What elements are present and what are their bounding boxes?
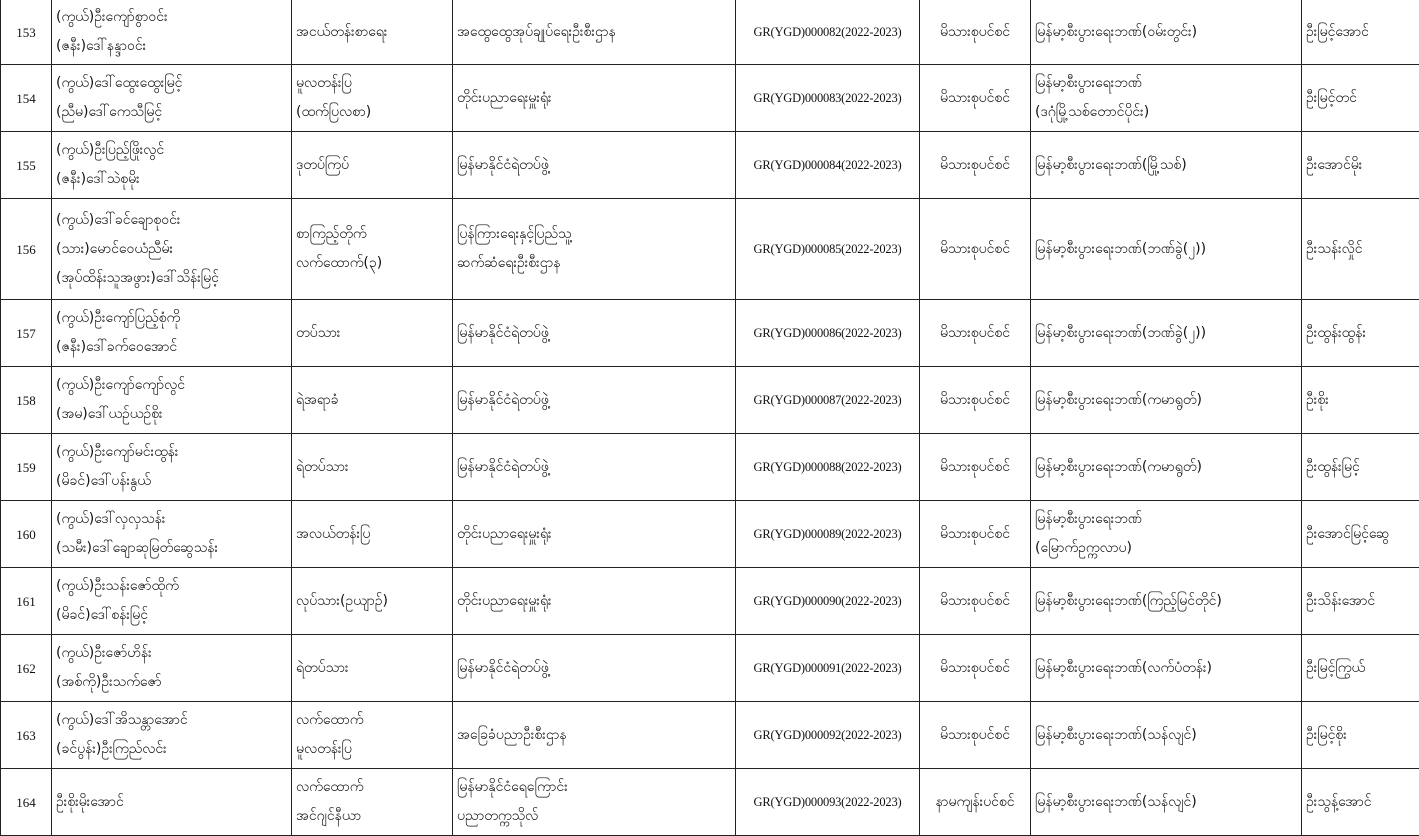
bank-branch-cell (1031, 367, 1302, 434)
row-number-cell: 157 (1, 300, 52, 367)
position-cell (292, 702, 453, 769)
bank-branch-cell-line: မြန်မာ့စီးပွားရေးဘဏ်(ကြည့်မြင်တိုင်) (1035, 587, 1297, 616)
name-cell (52, 635, 292, 702)
bank-branch-cell-line: မြန်မာ့စီးပွားရေးဘဏ် (1035, 69, 1297, 98)
row-number-cell: 155 (1, 132, 52, 199)
registration-number-cell: GR(YGD)000086(2022-2023) (736, 300, 920, 367)
bank-branch-cell (1031, 132, 1302, 199)
position-cell-line: စာကြည့်တိုက် (296, 220, 448, 249)
bank-branch-cell-line: မြန်မာ့စီးပွားရေးဘဏ် (1035, 505, 1297, 534)
bank-branch-cell (1031, 702, 1302, 769)
bank-branch-cell-line: မြန်မာ့စီးပွားရေးဘဏ်(ဘဏ်ခွဲ(၂)) (1035, 319, 1297, 348)
office-cell (453, 132, 736, 199)
office-cell-line: မြန်မာနိုင်ငံရဲတပ်ဖွဲ့ (457, 151, 731, 180)
name-cell-line: (ကွယ်)ဒေါ်ထွေးထွေးမြင့် (56, 69, 287, 98)
table-row (1, 769, 1419, 836)
pension-type-cell: မိသားစုပင်စင် (920, 199, 1031, 300)
bank-branch-cell (1031, 501, 1302, 568)
heir-cell: ဦးအောင်မိုး (1302, 132, 1419, 199)
name-cell (52, 199, 292, 300)
bank-branch-cell-line: မြန်မာ့စီးပွားရေးဘဏ်(ဘဏ်ခွဲ(၂)) (1035, 235, 1297, 264)
bank-branch-cell (1031, 635, 1302, 702)
heir-cell: ဦးသန်းလှိုင် (1302, 199, 1419, 300)
name-cell (52, 501, 292, 568)
bank-branch-cell-line: မြန်မာ့စီးပွားရေးဘဏ်(သန်လျင်) (1035, 721, 1297, 750)
table-body (1, 0, 1419, 836)
position-cell-line: အလယ်တန်းပြ (296, 520, 448, 549)
name-cell (52, 132, 292, 199)
office-cell-line: မြန်မာနိုင်ငံရဲတပ်ဖွဲ့ (457, 654, 731, 683)
position-cell-line: လက်ထောက် (296, 706, 448, 735)
office-cell (453, 65, 736, 132)
position-cell-line: ဒုတပ်ကြပ် (296, 151, 448, 180)
name-cell-line: (အုပ်ထိန်းသူအဖွား)ဒေါ်သိန်းမြင့် (56, 264, 287, 293)
office-cell-line: အခြေခံပညာဦးစီးဌာန (457, 721, 731, 750)
office-cell (453, 568, 736, 635)
office-cell-line: မြန်မာနိုင်ငံရဲတပ်ဖွဲ့ (457, 386, 731, 415)
name-cell-line: (ကွယ်)ဒေါ်လှလှသန်း (56, 505, 287, 534)
table-row (1, 199, 1419, 300)
registration-number-cell: GR(YGD)000082(2022-2023) (736, 0, 920, 65)
heir-cell: ဦးအောင်မြင့်ဆွေ (1302, 501, 1419, 568)
office-cell (453, 0, 736, 65)
bank-branch-cell (1031, 300, 1302, 367)
table-row (1, 132, 1419, 199)
row-number-cell: 158 (1, 367, 52, 434)
position-cell-line: ရဲအရာခံ (296, 386, 448, 415)
position-cell-line: လုပ်သား(ဥယျာဉ်) (296, 587, 448, 616)
office-cell-line: မြန်မာနိုင်ငံရဲတပ်ဖွဲ့ (457, 453, 731, 482)
position-cell (292, 434, 453, 501)
bank-branch-cell-line: မြန်မာ့စီးပွားရေးဘဏ်(ကမာရွတ်) (1035, 386, 1297, 415)
bank-branch-cell (1031, 568, 1302, 635)
office-cell-line: တိုင်းပညာရေးမှူးရုံး (457, 587, 731, 616)
office-cell (453, 434, 736, 501)
position-cell (292, 769, 453, 836)
bank-branch-cell-line: (ဒဂုံမြို့သစ်တောင်ပိုင်း) (1035, 98, 1297, 127)
name-cell (52, 65, 292, 132)
name-cell-line: (သား)မောင်ဝေယံညီမ်း (56, 235, 287, 264)
position-cell-line: ရဲတပ်သား (296, 654, 448, 683)
name-cell-line: (ဇနီး)ဒေါ်သဲစုမိုး (56, 165, 287, 194)
name-cell (52, 300, 292, 367)
office-cell-line: မြန်မာနိုင်ငံရဲတပ်ဖွဲ့ (457, 319, 731, 348)
pension-type-cell: နာမကျန်းပင်စင် (920, 769, 1031, 836)
bank-branch-cell (1031, 434, 1302, 501)
heir-cell: ဦးထွန်းထွန်း (1302, 300, 1419, 367)
heir-cell: ဦးမြင့်အောင် (1302, 0, 1419, 65)
position-cell (292, 635, 453, 702)
name-cell-line: (ကွယ်)ဦးကျော်မင်းထွန်း (56, 438, 287, 467)
pension-type-cell: မိသားစုပင်စင် (920, 635, 1031, 702)
table-row (1, 702, 1419, 769)
table-row (1, 0, 1419, 65)
name-cell-line: (ကွယ်)ဦးသန်းဇော်ထိုက် (56, 572, 287, 601)
position-cell (292, 367, 453, 434)
bank-branch-cell-line: မြန်မာ့စီးပွားရေးဘဏ်(ဝမ်းတွင်း) (1035, 18, 1297, 47)
office-cell-line: ပြန်ကြားရေးနှင့်ပြည်သူ့ (457, 220, 731, 249)
office-cell (453, 300, 736, 367)
table-row (1, 367, 1419, 434)
pension-type-cell: မိသားစုပင်စင် (920, 434, 1031, 501)
heir-cell: ဦးမြင့်တင် (1302, 65, 1419, 132)
office-cell-line: တိုင်းပညာရေးမှူးရုံး (457, 520, 731, 549)
name-cell-line: ဦးစိုးမိုးအောင် (56, 788, 287, 817)
office-cell (453, 501, 736, 568)
position-cell-line: အင်ဂျင်နီယာ (296, 802, 448, 831)
name-cell-line: (ကွယ်)ဦးဇော်ဟိန်း (56, 639, 287, 668)
registration-number-cell: GR(YGD)000090(2022-2023) (736, 568, 920, 635)
name-cell-line: (အစ်ကို)ဦးသက်ဇော် (56, 668, 287, 697)
position-cell-line: လက်ထောက်(၃) (296, 249, 448, 278)
pension-type-cell: မိသားစုပင်စင် (920, 300, 1031, 367)
name-cell-line: (ညီမ)ဒေါ်ကေသီမြင့် (56, 98, 287, 127)
heir-cell: ဦးသိန်းအောင် (1302, 568, 1419, 635)
name-cell-line: (ခင်ပွန်း)ဦးကြည်လင်း (56, 735, 287, 764)
row-number-cell: 161 (1, 568, 52, 635)
name-cell-line: (သမီး)ဒေါ်ချောဆုမြတ်ဆွေသန်း (56, 534, 287, 563)
office-cell (453, 769, 736, 836)
registration-number-cell: GR(YGD)000087(2022-2023) (736, 367, 920, 434)
registration-number-cell: GR(YGD)000091(2022-2023) (736, 635, 920, 702)
row-number-cell: 160 (1, 501, 52, 568)
position-cell (292, 132, 453, 199)
office-cell (453, 702, 736, 769)
name-cell-line: (ကွယ်)ဦးကျော်ကျော်လွင် (56, 371, 287, 400)
table-row (1, 568, 1419, 635)
bank-branch-cell-line: မြန်မာ့စီးပွားရေးဘဏ်(လက်ပံတန်း) (1035, 654, 1297, 683)
registration-number-cell: GR(YGD)000084(2022-2023) (736, 132, 920, 199)
name-cell-line: (မိခင်)ဒေါ်စန်းမြင့် (56, 601, 287, 630)
name-cell-line: (ကွယ်)ဦးကျော်စွာဝင်း (56, 3, 287, 32)
row-number-cell: 156 (1, 199, 52, 300)
row-number-cell: 163 (1, 702, 52, 769)
name-cell-line: (မိခင်)ဒေါ်ပန်းနွယ် (56, 467, 287, 496)
row-number-cell: 154 (1, 65, 52, 132)
name-cell-line: (အမ)ဒေါ်ယဉ်ယဉ်စိုး (56, 400, 287, 429)
position-cell (292, 501, 453, 568)
table-row (1, 635, 1419, 702)
name-cell (52, 702, 292, 769)
office-cell-line: ဆက်ဆံရေးဦးစီးဌာန (457, 249, 731, 278)
position-cell-line: အငယ်တန်းစာရေး (296, 18, 448, 47)
name-cell (52, 769, 292, 836)
name-cell (52, 568, 292, 635)
table-row (1, 501, 1419, 568)
heir-cell: ဦးစိုး (1302, 367, 1419, 434)
row-number-cell: 153 (1, 0, 52, 65)
pension-type-cell: မိသားစုပင်စင် (920, 0, 1031, 65)
name-cell-line: (ဇနီး)ဒေါ်ခက်ဝေအောင် (56, 333, 287, 362)
bank-branch-cell-line: မြန်မာ့စီးပွားရေးဘဏ်(မြို့သစ်) (1035, 151, 1297, 180)
registration-number-cell: GR(YGD)000088(2022-2023) (736, 434, 920, 501)
row-number-cell: 164 (1, 769, 52, 836)
pension-type-cell: မိသားစုပင်စင် (920, 702, 1031, 769)
office-cell (453, 635, 736, 702)
office-cell (453, 367, 736, 434)
pension-type-cell: မိသားစုပင်စင် (920, 568, 1031, 635)
pension-type-cell: မိသားစုပင်စင် (920, 367, 1031, 434)
name-cell-line: (ကွယ်)ဒေါ်ခင်ချောစုဝင်း (56, 206, 287, 235)
heir-cell: ဦးထွန်းမြင့် (1302, 434, 1419, 501)
pension-type-cell: မိသားစုပင်စင် (920, 65, 1031, 132)
bank-branch-cell (1031, 769, 1302, 836)
row-number-cell: 159 (1, 434, 52, 501)
pension-type-cell: မိသားစုပင်စင် (920, 132, 1031, 199)
position-cell-line: မူလတန်းပြ (296, 735, 448, 764)
bank-branch-cell (1031, 199, 1302, 300)
name-cell (52, 0, 292, 65)
office-cell-line: ပညာတက္ကသိုလ် (457, 802, 731, 831)
bank-branch-cell-line: မြန်မာ့စီးပွားရေးဘဏ်(သန်လျင်) (1035, 788, 1297, 817)
office-cell (453, 199, 736, 300)
registration-number-cell: GR(YGD)000083(2022-2023) (736, 65, 920, 132)
heir-cell: ဦးမြင့်ကြွယ် (1302, 635, 1419, 702)
position-cell (292, 65, 453, 132)
name-cell (52, 434, 292, 501)
position-cell (292, 300, 453, 367)
name-cell-line: (ကွယ်)ဒေါ်အိသန္တာအောင် (56, 706, 287, 735)
heir-cell: ဦးမြင့်စိုး (1302, 702, 1419, 769)
registration-number-cell: GR(YGD)000089(2022-2023) (736, 501, 920, 568)
table-row (1, 300, 1419, 367)
position-cell-line: လက်ထောက် (296, 773, 448, 802)
registration-number-cell: GR(YGD)000092(2022-2023) (736, 702, 920, 769)
name-cell-line: (ကွယ်)ဦးပြည့်ဖြိုးလွင် (56, 136, 287, 165)
name-cell-line: (ကွယ်)ဦးကျော်ပြည့်စုံကို (56, 304, 287, 333)
registration-number-cell: GR(YGD)000093(2022-2023) (736, 769, 920, 836)
bank-branch-cell (1031, 0, 1302, 65)
heir-cell: ဦးသွန့်အောင် (1302, 769, 1419, 836)
position-cell-line: ရဲတပ်သား (296, 453, 448, 482)
row-number-cell: 162 (1, 635, 52, 702)
bank-branch-cell-line: (မြောက်ဥက္ကလာပ) (1035, 534, 1297, 563)
position-cell-line: (ထက်ပြလစာ) (296, 98, 448, 127)
position-cell-line: တပ်သား (296, 319, 448, 348)
office-cell-line: မြန်မာနိုင်ငံရေကြောင်း (457, 773, 731, 802)
registration-number-cell: GR(YGD)000085(2022-2023) (736, 199, 920, 300)
office-cell-line: အထွေထွေအုပ်ချုပ်ရေးဦးစီးဌာန (457, 18, 731, 47)
bank-branch-cell-line: မြန်မာ့စီးပွားရေးဘဏ်(ကမာရွတ်) (1035, 453, 1297, 482)
pension-type-cell: မိသားစုပင်စင် (920, 501, 1031, 568)
name-cell-line: (ဇနီး)ဒေါ်နန္ဒာဝင်း (56, 32, 287, 61)
bank-branch-cell (1031, 65, 1302, 132)
position-cell (292, 0, 453, 65)
position-cell (292, 199, 453, 300)
position-cell (292, 568, 453, 635)
position-cell-line: မူလတန်းပြ (296, 69, 448, 98)
table-row (1, 434, 1419, 501)
office-cell-line: တိုင်းပညာရေးမှူးရုံး (457, 84, 731, 113)
name-cell (52, 367, 292, 434)
table-row (1, 65, 1419, 132)
